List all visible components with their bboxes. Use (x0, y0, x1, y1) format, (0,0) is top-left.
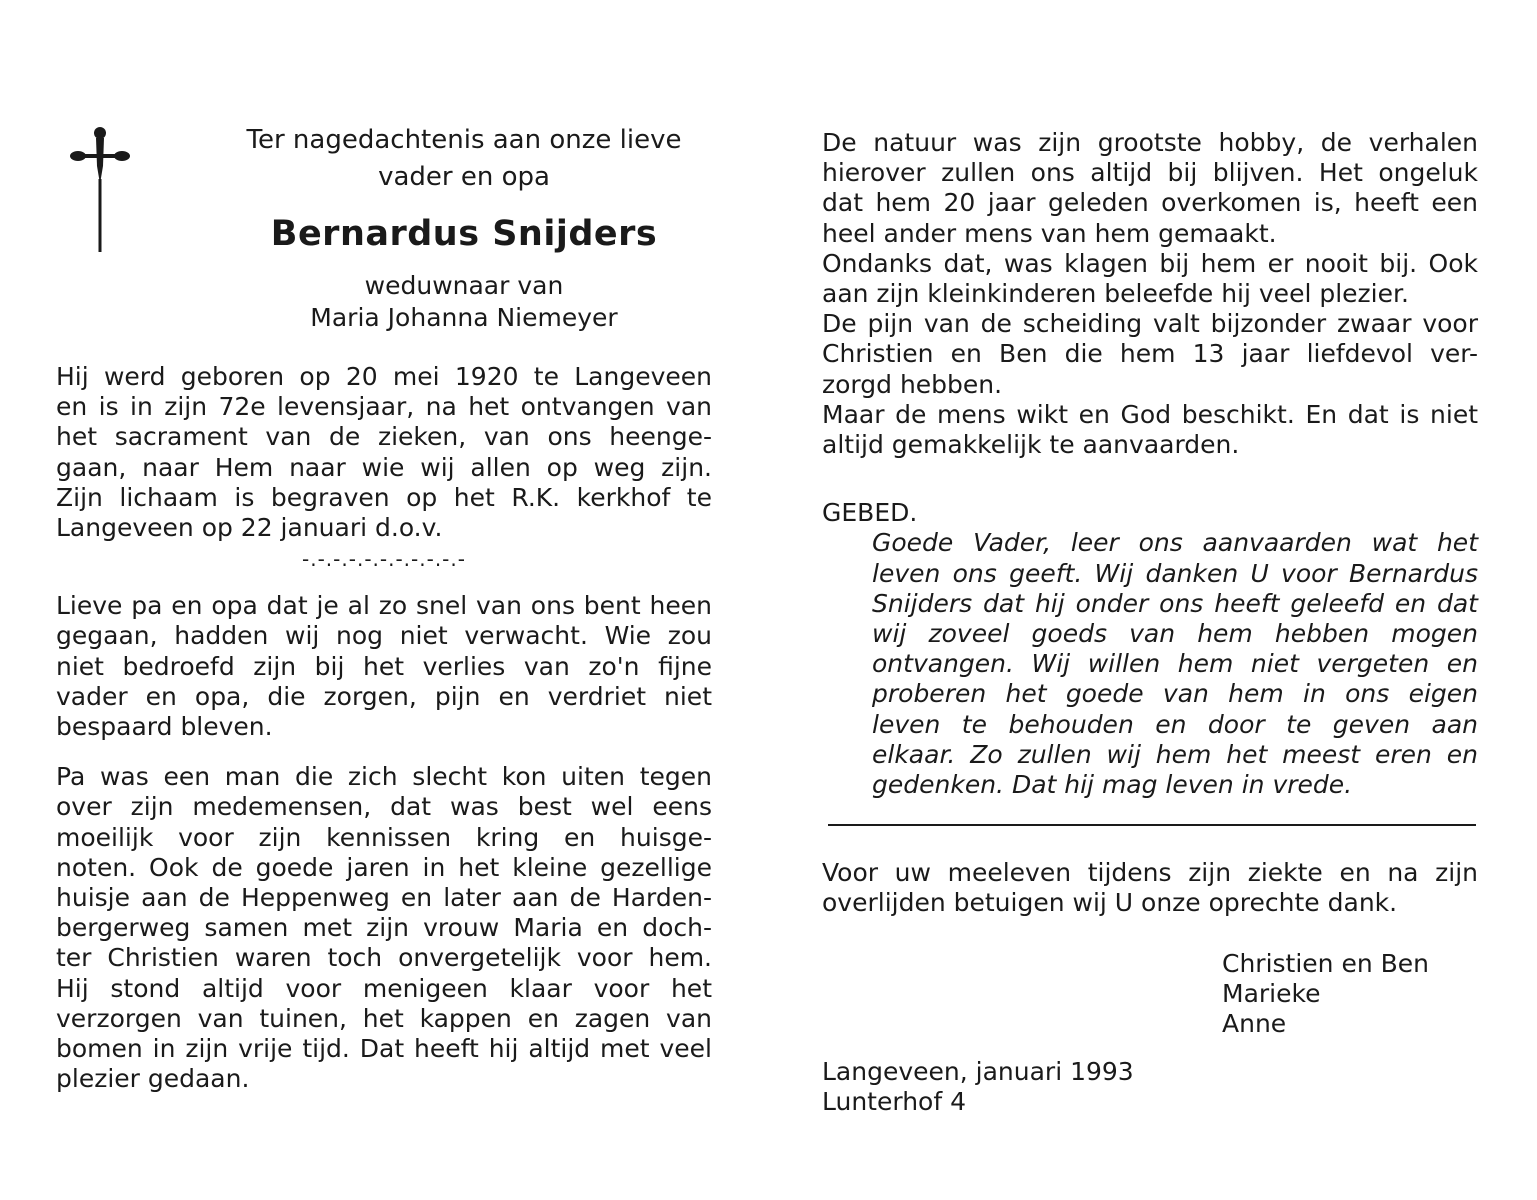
paragraph-farewell (56, 591, 712, 742)
text-line: ter Christien waren toch onvergetelijk voor hem. (56, 943, 712, 973)
text-line: Lieve pa en opa dat je al zo snel van ons bent heen (56, 591, 712, 621)
paragraph-nature (822, 128, 1478, 460)
text-line: Voor uw meeleven tijdens zijn ziekte en na zijn (822, 858, 1478, 888)
widower-label: weduwnaar van (364, 271, 564, 300)
paragraph-life (56, 762, 712, 1094)
text-line: altijd gemakkelijk te aanvaarden. (822, 430, 1240, 460)
address: Lunterhof 4 (822, 1087, 966, 1117)
text-line: hierover zullen ons altijd bij blijven. Het ongeluk (822, 158, 1478, 188)
text-line: Pa was een man die zich slecht kon uiten tegen (56, 762, 712, 792)
text-line: Christien en Ben die hem 13 jaar liefdevol ver- (822, 339, 1478, 369)
signers (1222, 949, 1478, 1040)
place-date: Langeveen, januari 1993 (822, 1057, 1134, 1087)
text-line: Langeveen op 22 januari d.o.v. (56, 513, 443, 543)
text-line: Ondanks dat, was klagen bij hem er nooit bij. Ook (822, 248, 1478, 278)
header-block (216, 122, 712, 334)
text-line: over zijn medemensen, dat was best wel eens (56, 792, 712, 822)
text-line: bergerweg samen met zijn vrouw Maria en doch- (56, 913, 712, 943)
text-line: huisje aan de Heppenweg en later aan de Harden- (56, 883, 712, 913)
thanks-paragraph (822, 858, 1478, 918)
text-line: en is in zijn 72e levensjaar, na het ontvangen van (56, 392, 712, 422)
deceased-name: Bernardus Snijders (270, 214, 658, 254)
text-line: gaan, naar Hem naar wie wij allen op weg zijn. (56, 452, 712, 482)
prayer-title: GEBED. (822, 498, 918, 528)
text-line: proberen het goede van hem in ons eigen (872, 679, 1478, 709)
text-line: Zijn lichaam is begraven op het R.K. kerkhof te (56, 482, 712, 512)
text-line: leven te behouden en door te geven aan (872, 709, 1478, 739)
text-line: bespaard bleven. (56, 712, 273, 742)
footer (822, 1057, 1478, 1117)
text-line: gedenken. Dat hij mag leven in vrede. (872, 770, 1353, 800)
intro-line-2: vader en opa (378, 162, 550, 192)
text-line: wij zoveel goeds van hem hebben mogen (872, 619, 1478, 649)
text-line: Snijders dat hij onder ons heeft geleefd en dat (872, 588, 1478, 618)
signer: Christien en Ben (1222, 948, 1430, 978)
text-line: moeilijk voor zijn kennissen kring en huisge- (56, 822, 712, 852)
text-line: plezier gedaan. (56, 1064, 250, 1094)
text-line: verzorgen van tuinen, het kappen en zagen van (56, 1003, 712, 1033)
text-line: Hij werd geboren op 20 mei 1920 te Langeveen (56, 362, 712, 391)
text-line: dat hem 20 jaar geleden overkomen is, heeft een (822, 188, 1478, 218)
left-column (56, 122, 712, 1094)
text-line: aan zijn kleinkinderen beleefde hij veel plezier. (822, 279, 1409, 309)
text-line: De natuur was zijn grootste hobby, de verhalen (822, 128, 1478, 157)
text-line: Goede Vader, leer ons aanvaarden wat het (872, 528, 1478, 558)
spouse-name: Maria Johanna Niemeyer (310, 303, 618, 332)
separator: -.-.-.-.-.-.-.-.-.-.- (302, 547, 466, 572)
text-line: overlijden betuigen wij U onze oprechte dank. (822, 888, 1398, 918)
text-line: vader en opa, die zorgen, pijn en verdriet niet (56, 681, 712, 711)
text-line: zorgd hebben. (822, 369, 1003, 399)
right-column (822, 128, 1478, 1118)
prayer-text (872, 528, 1478, 800)
text-line: heel ander mens van hem gemaakt. (822, 218, 1277, 248)
birth-paragraph (56, 362, 712, 543)
text-line: gegaan, hadden wij nog niet verwacht. Wie zou (56, 621, 712, 651)
signer: Marieke (1222, 978, 1321, 1008)
intro-line-1: Ter nagedachtenis aan onze lieve (246, 125, 682, 155)
text-line: Maar de mens wikt en God beschikt. En dat is niet (822, 399, 1478, 429)
text-line: leven ons geeft. Wij danken U voor Bernardus (872, 558, 1478, 588)
text-line: Hij stond altijd voor menigeen klaar voor het (56, 973, 712, 1003)
text-line: noten. Ook de goede jaren in het kleine gezellige (56, 852, 712, 882)
text-line: ontvangen. Wij willen hem niet vergeten en (872, 649, 1478, 679)
text-line: niet bedroefd zijn bij het verlies van zo'n fijne (56, 651, 712, 681)
text-line: het sacrament van de zieken, van ons heenge- (56, 422, 712, 452)
text-line: De pijn van de scheiding valt bijzonder zwaar voor (822, 309, 1478, 339)
text-line: bomen in zijn vrije tijd. Dat heeft hij altijd met veel (56, 1034, 712, 1064)
divider (828, 824, 1476, 826)
text-line: elkaar. Zo zullen wij hem het meest eren en (872, 739, 1478, 769)
signer: Anne (1222, 1009, 1287, 1039)
